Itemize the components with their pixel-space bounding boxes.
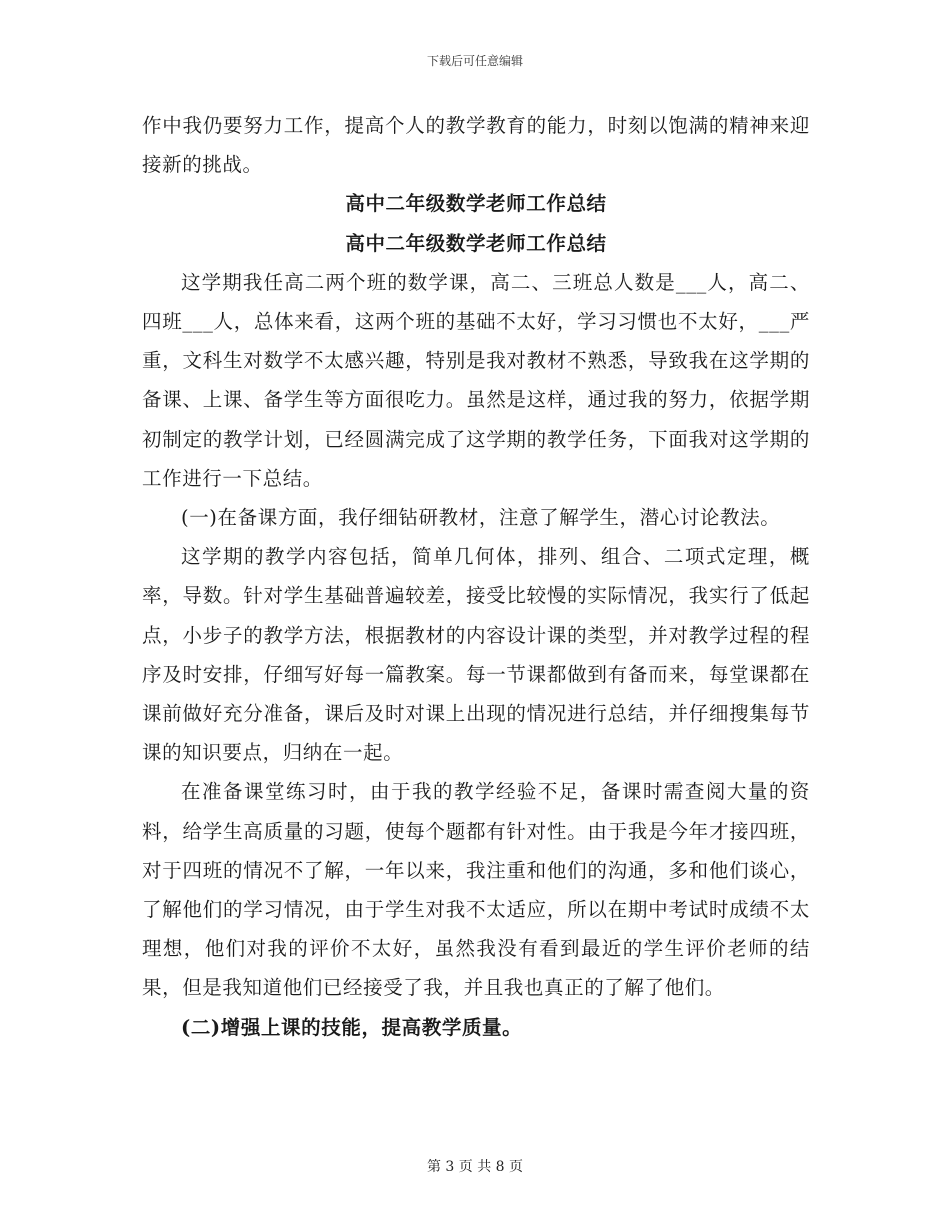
section-heading-lesson-prep: (一)在备课方面，我仔细钻研教材，注意了解学生，潜心讨论教法。 bbox=[181, 506, 781, 530]
document-body bbox=[142, 106, 810, 1047]
classroom-practice-paragraph: 在准备课堂练习时，由于我的教学经验不足，备课时需查阅大量的资料，给学生高质量的习题，使每个题都有针对性。由于我是今年才接四班，对于四班的情况不了解，一年以来，我注重和他们的沟通，多和他们谈心，了解他们的学习情况，由于学生对我不太适应，所以在期中考试时成绩不太理想，他们对我的评价不太好，虽然我没有看到最近的学生评价老师的结果，但是我知道他们已经接受了我，并且我也真正的了解了他们。 bbox=[142, 780, 810, 1000]
document-subtitle: 高中二年级数学老师工作总结 bbox=[345, 231, 607, 255]
teaching-content-paragraph: 这学期的教学内容包括，简单几何体，排列、组合、二项式定理，概率，导数。针对学生基础普遍较差，接受比较慢的实际情况，我实行了低起点，小步子的教学方法，根据教材的内容设计课的类型，并对教学过程的程序及时安排，仔细写好每一篇教案。每一节课都做到有备而来，每堂课都在课前做好充分准备，课后及时对课上出现的情况进行总结，并仔细搜集每节课的知识要点，归纳在一起。 bbox=[142, 545, 810, 765]
intro-paragraph: 这学期我任高二两个班的数学课，高二、三班总人数是___人，高二、四班___人，总体来看，这两个班的基础不太好，学习习惯也不太好，___严重，文科生对数学不太感兴趣，特别是我对教材不熟悉，导致我在这学期的备课、上课、备学生等方面很吃力。虽然是这样，通过我的努力，依据学期初制定的教学计划，已经圆满完成了这学期的教学任务，下面我对这学期的工作进行一下总结。 bbox=[142, 270, 810, 490]
document-title: 高中二年级数学老师工作总结 bbox=[345, 192, 607, 216]
section-heading-teaching-skills: (二)增强上课的技能，提高教学质量。 bbox=[181, 1015, 523, 1039]
page-number: 第 3 页 共 8 页 bbox=[426, 1159, 524, 1175]
continuation-paragraph: 作中我仍要努力工作，提高个人的教学教育的能力，时刻以饱满的精神来迎接新的挑战。 bbox=[142, 114, 810, 177]
page-header-note: 下载后可任意编辑 bbox=[426, 54, 523, 68]
